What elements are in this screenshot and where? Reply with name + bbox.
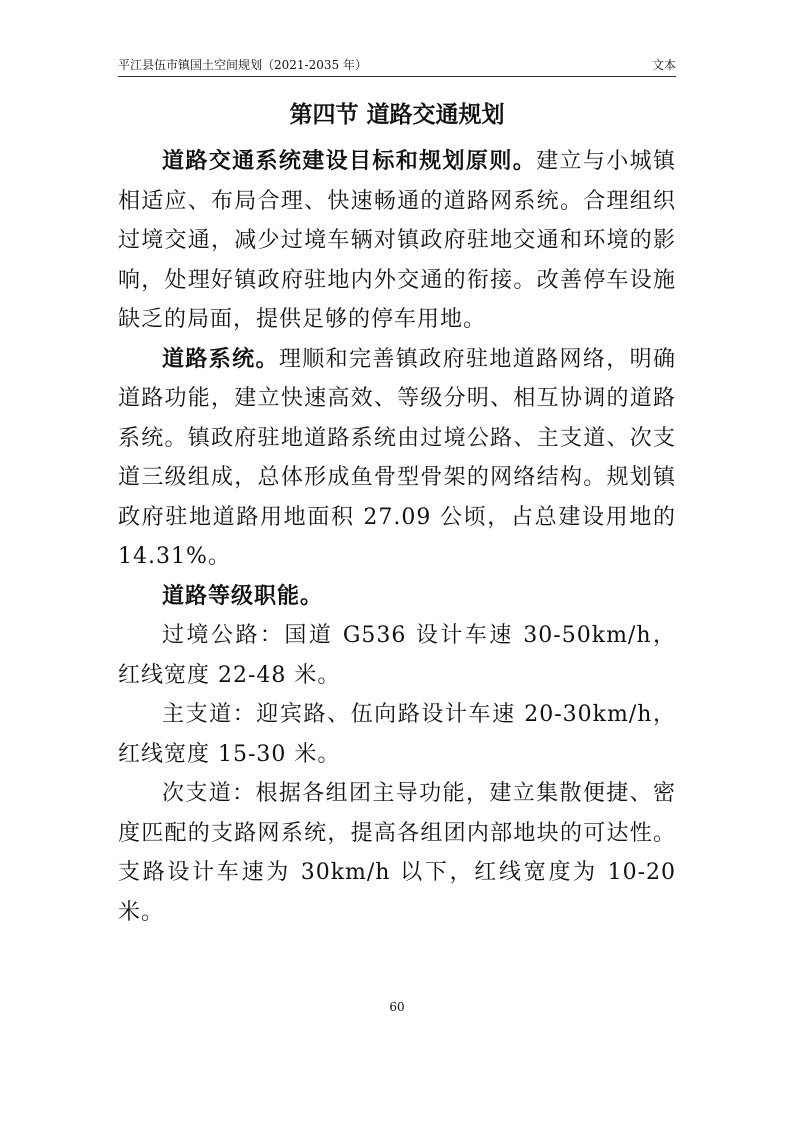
paragraph-main-branch-road <box>118 695 676 774</box>
paragraph-text: 主支道：迎宾路、伍向路设计车速 20-30km/h，红线宽度 15-30 米。 <box>118 702 676 767</box>
page-content <box>118 100 676 932</box>
paragraph-road-system <box>118 340 676 577</box>
paragraph-secondary-branch-road <box>118 774 676 932</box>
paragraph-text: 理顺和完善镇政府驻地道路网络，明确道路功能，建立快速高效、等级分明、相互协调的道路系统。镇政府驻地道路系统由过境公路、主支道、次支道三级组成，总体形成鱼骨型骨架的网络结构。规划镇政府驻地道路用地面积 27.09 公顷，占总建设用地的 14.31%。 <box>118 346 676 569</box>
page-header <box>118 50 676 77</box>
header-section-label: 文本 <box>651 58 676 72</box>
paragraph-lead: 道路系统。 <box>162 346 279 372</box>
paragraph-lead: 道路交通系统建设目标和规划原则。 <box>162 149 537 174</box>
section-title: 第四节 道路交通规划 <box>289 102 505 128</box>
paragraph-transit-highway <box>118 616 676 695</box>
paragraph-text: 过境公路：国道 G536 设计车速 30-50km/h，红线宽度 22-48 米。 <box>118 623 676 688</box>
paragraph-road-grades <box>118 577 676 617</box>
paragraph-lead: 道路等级职能。 <box>162 583 324 609</box>
paragraph-goals <box>118 142 676 340</box>
header-document-title: 平江县伍市镇国土空间规划（2021-2035 年） <box>118 58 367 72</box>
paragraph-text: 次支道：根据各组团主导功能，建立集散便捷、密度匹配的支路网系统，提高各组团内部地块的可达性。支路设计车速为 30km/h 以下，红线宽度为 10-20 米。 <box>118 781 676 925</box>
page-number: 60 <box>389 1000 405 1014</box>
paragraph-text: 建立与小城镇相适应、布局合理、快速畅通的道路网系统。合理组织过境交通，减少过境车辆对镇政府驻地交通和环境的影响，处理好镇政府驻地内外交通的衔接。改善停车设施缺乏的局面，提供足够的停车用地。 <box>118 149 676 332</box>
